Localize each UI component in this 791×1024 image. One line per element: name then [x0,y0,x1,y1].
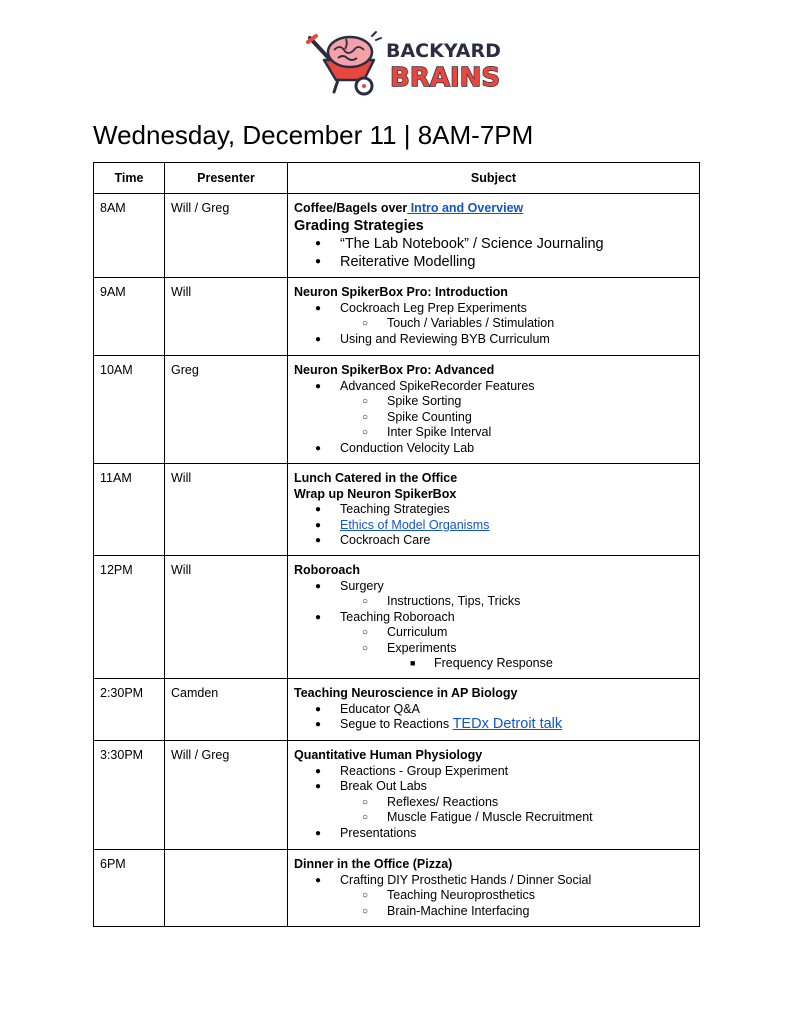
table-header-row [94,163,700,194]
logo-line2: BRAINS [390,63,501,93]
list-item [294,410,693,426]
hollow-bullet-icon: ○ [362,396,369,407]
hollow-bullet-icon: ○ [362,890,369,901]
list-item [294,826,693,842]
time-cell: 2:30PM [94,679,165,741]
list-item [294,873,693,889]
list-item [294,502,693,518]
time-cell: 12PM [94,556,165,679]
list-item-text: Spike Counting [387,409,472,424]
list-item-text: Educator Q&A [340,701,420,716]
header-time: Time [94,163,165,194]
list-item [294,795,693,811]
bullet-icon: ● [315,442,322,454]
list-item-text: “The Lab Notebook” / Science Journaling [340,235,604,252]
list-item [294,235,693,253]
subject-cell [288,741,700,850]
time-cell: 10AM [94,356,165,464]
session-heading: Neuron SpikerBox Pro: Introduction [294,285,508,299]
schedule-table [93,162,700,927]
session-heading: Teaching Neuroscience in AP Biology [294,686,518,700]
subject-cell [288,679,700,741]
list-item [294,394,693,410]
bullet-icon: ● [315,719,322,730]
bullet-icon: ● [315,380,322,392]
topic-list [294,502,693,549]
hollow-bullet-icon: ○ [362,905,369,917]
bullet-icon: ● [315,580,322,592]
list-item-text: Break Out Labs [340,779,427,793]
subject-cell [288,356,700,464]
bullet-icon: ● [315,237,322,249]
list-item-text: Using and Reviewing BYB Curriculum [340,331,550,346]
table-row [94,464,700,556]
list-item [294,610,693,626]
bullet-icon: ● [315,504,322,515]
intro-overview-link[interactable]: Intro and Overview [407,201,524,215]
list-item [294,594,693,610]
bullet-icon: ● [315,519,322,531]
list-item-text: Cockroach Leg Prep Experiments [340,300,527,315]
list-item [294,301,693,317]
topic-list [294,579,693,672]
time-cell: 3:30PM [94,741,165,850]
list-item [294,518,693,534]
list-item-text: Reflexes/ Reactions [387,794,499,809]
table-row [94,194,700,278]
presenter-cell: Will [165,464,288,556]
topic-list [294,873,693,920]
hollow-bullet-icon: ○ [362,627,369,638]
list-item [294,656,693,672]
list-item [294,425,693,441]
list-item-text: Frequency Response [434,656,553,670]
brain-wheelbarrow-icon [302,30,501,100]
list-item-text: Conduction Velocity Lab [340,440,475,455]
table-row [94,556,700,679]
bullet-icon: ● [315,781,322,792]
logo-line1: BACKYARD [386,40,501,62]
session-heading-2: Wrap up Neuron SpikerBox [294,486,457,501]
tedx-detroit-link[interactable]: TEDx Detroit talk [452,716,563,732]
bullet-icon: ● [315,302,322,314]
hollow-bullet-icon: ○ [362,411,369,423]
subject-cell [288,464,700,556]
topic-list [294,235,693,271]
bullet-icon: ● [315,535,322,546]
square-bullet-icon: ■ [410,658,416,668]
hollow-bullet-icon: ○ [362,642,369,654]
list-item-text: Instructions, Tips, Tricks [387,594,521,608]
presenter-cell: Will / Greg [165,741,288,850]
table-row [94,679,700,741]
presenter-cell: Camden [165,679,288,741]
backyard-brains-logo [302,30,501,100]
topic-list [294,301,693,348]
bullet-icon: ● [315,827,322,839]
list-item-text: Cockroach Care [340,533,431,547]
time-cell: 6PM [94,850,165,927]
list-item-text: Touch / Variables / Stimulation [387,316,555,330]
subject-cell [288,278,700,356]
page-title: Wednesday, December 11 | 8AM-7PM [93,120,534,150]
list-item [294,702,693,718]
list-item [294,904,693,920]
bullet-icon: ● [315,874,322,886]
presenter-cell: Greg [165,356,288,464]
list-item [294,441,693,457]
list-item-text: Surgery [340,578,384,593]
list-item [294,764,693,780]
session-heading [294,201,693,217]
list-item-text: Spike Sorting [387,394,462,408]
bullet-icon: ● [315,765,322,777]
list-item-text: Crafting DIY Prosthetic Hands / Dinner Social [340,872,592,887]
list-item-text: Muscle Fatigue / Muscle Recruitment [387,810,593,824]
header-subject: Subject [288,163,700,194]
time-cell: 9AM [94,278,165,356]
list-item [294,779,693,795]
presenter-cell [165,850,288,927]
session-heading: Quantitative Human Physiology [294,748,483,762]
list-item-text: Presentations [340,825,417,840]
topic-list [294,702,693,733]
list-item [294,810,693,826]
bullet-icon: ● [315,611,322,623]
list-item-text: Reactions - Group Experiment [340,763,509,778]
list-item [294,253,693,271]
list-item [294,579,693,595]
topic-list [294,764,693,842]
bullet-icon: ● [315,255,322,267]
session-heading: Lunch Catered in the Office [294,471,458,485]
list-item-text: Teaching Neuroprosthetics [387,888,535,902]
session-heading: Dinner in the Office (Pizza) [294,857,453,871]
list-item-text: Reiterative Modelling [340,253,476,270]
session-heading: Roboroach [294,563,360,577]
subject-cell [288,556,700,679]
time-cell: 8AM [94,194,165,278]
list-item-text: Advanced SpikeRecorder Features [340,378,535,393]
table-row [94,741,700,850]
subject-cell [288,850,700,927]
table-row [94,850,700,927]
hollow-bullet-icon: ○ [362,796,369,808]
presenter-cell: Will / Greg [165,194,288,278]
topic-list [294,379,693,457]
header-presenter: Presenter [165,163,288,194]
list-item-text: Teaching Strategies [340,502,450,516]
list-item-text: Inter Spike Interval [387,425,492,439]
list-item [294,379,693,395]
list-item [294,717,693,733]
list-item-text: Segue to Reactions [340,717,453,731]
session-subheading: Grading Strategies [294,217,424,234]
ethics-model-organisms-link[interactable]: Ethics of Model Organisms [340,517,490,532]
table-row [94,278,700,356]
list-item [294,316,693,332]
list-item-text: Curriculum [387,625,448,639]
list-item-text: Experiments [387,640,457,655]
bullet-icon: ● [315,703,322,715]
time-cell: 11AM [94,464,165,556]
hollow-bullet-icon: ○ [362,596,369,607]
list-item [294,641,693,657]
list-item-text: Teaching Roboroach [340,609,455,624]
list-item [294,332,693,348]
session-heading-text: Coffee/Bagels over [294,201,408,215]
subject-cell [288,194,700,278]
presenter-cell: Will [165,556,288,679]
list-item [294,533,693,549]
bullet-icon: ● [315,333,322,345]
hollow-bullet-icon: ○ [362,318,369,329]
hollow-bullet-icon: ○ [362,812,369,823]
hollow-bullet-icon: ○ [362,427,369,438]
presenter-cell: Will [165,278,288,356]
list-item [294,888,693,904]
list-item-text: Brain-Machine Interfacing [387,903,530,918]
session-heading: Neuron SpikerBox Pro: Advanced [294,363,495,377]
table-row [94,356,700,464]
list-item [294,625,693,641]
